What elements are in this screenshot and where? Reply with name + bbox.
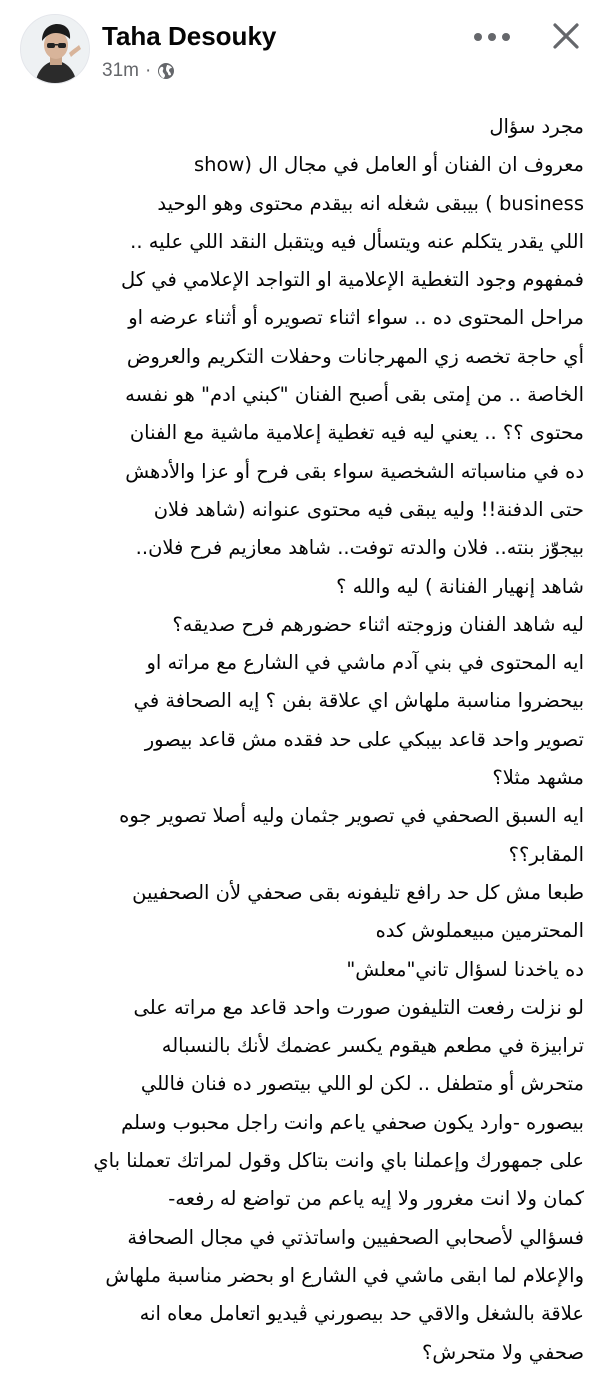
post-text-line: مجرد سؤال bbox=[489, 115, 584, 138]
post-text-line: شاهد إنهيار الفنانة ) ليه والله ؟ bbox=[336, 574, 584, 598]
post-text-line: على جمهورك وإعملنا باي وانت بتاكل وقول لمراتك تعملنا باي bbox=[93, 1149, 584, 1173]
post-text-line: ترابيزة في مطعم هيقوم يكسر عضمك لأنك بالنسباله bbox=[161, 1034, 584, 1058]
post-text-line: ايه السبق الصحفي في تصوير جثمان وليه أصلا تصوير جوه bbox=[119, 804, 584, 828]
post-text-line: المحترمين مبيعملوش كده bbox=[375, 919, 584, 943]
more-dots-icon bbox=[472, 32, 512, 42]
post-text-line: المقابر؟؟ bbox=[508, 842, 584, 866]
post-timestamp[interactable]: 31m bbox=[102, 60, 139, 81]
post-text-line: ده في مناسباته الشخصية سواء بقى فرح أو عزا والأدهش bbox=[125, 459, 584, 483]
post-text-line: بيجوّز بنته.. فلان والدته توفت.. شاهد معازيم فرح فلان.. bbox=[135, 536, 584, 560]
close-button[interactable] bbox=[544, 14, 588, 58]
post-text-line: تصوير واحد قاعد بيبكي على حد فقده مش قاعد بيصور bbox=[144, 727, 584, 751]
post-text-line: فمفهوم وجود التغطية الإعلامية او التواجد الإعلامي في كل bbox=[121, 268, 584, 292]
post-text-line: متحرش أو متطفل .. لكن لو اللي بيتصور ده فنان فاللي bbox=[140, 1072, 584, 1096]
more-options-button[interactable] bbox=[472, 28, 512, 46]
post-header bbox=[0, 0, 602, 108]
post-text-line: علاقة بالشغل والاقي حد بيصورني ڤيديو اتعامل معاه انه bbox=[139, 1302, 584, 1326]
post-meta bbox=[102, 60, 175, 82]
author-name[interactable]: Taha Desouky bbox=[102, 21, 277, 51]
post-text-line: والإعلام لما ابقى ماشي في الشارع او بحضر مناسبة ملهاش bbox=[105, 1263, 584, 1287]
post-text-line: الخاصة .. من إمتى بقى أصبح الفنان "كبني ادم" هو نفسه bbox=[125, 383, 584, 407]
post-text-line: حتى الدفنة!! وليه يبقى فيه محتوى عنوانه (شاهد فلان bbox=[153, 497, 584, 521]
post-text-line: ده ياخدنا لسؤال تاني"معلش" bbox=[346, 957, 584, 981]
post-text-line: فسؤالي لأصحابي الصحفيين واساتذتي في مجال الصحافة bbox=[127, 1225, 584, 1249]
post-text-line: لو نزلت رفعت التليفون صورت واحد قاعد مع مراته على bbox=[133, 995, 584, 1019]
meta-separator: · bbox=[144, 60, 152, 81]
post-text-line: مشهد مثلا؟ bbox=[492, 766, 584, 790]
post-text-line: بيحضروا مناسبة ملهاش اي علاقة بفن ؟ إيه الصحافة في bbox=[133, 689, 584, 713]
post-text-line: ايه المحتوى في بني آدم ماشي في الشارع مع مراته او bbox=[146, 651, 584, 675]
post-text-line: ليه شاهد الفنان وزوجته اثناء حضورهم فرح صديقه؟ bbox=[172, 612, 584, 636]
globe-icon[interactable] bbox=[157, 62, 175, 80]
post-text-line: صحفي ولا متحرش؟ bbox=[421, 1340, 584, 1364]
close-icon bbox=[552, 22, 580, 50]
profile-photo-icon bbox=[21, 15, 90, 84]
post-text-line: أي حاجة تخصه زي المهرجانات وحفلات التكريم والعروض bbox=[126, 344, 584, 368]
post-text-line: محتوى ؟؟ .. يعني ليه فيه تغطية إعلامية ماشية مع الفنان bbox=[129, 421, 584, 445]
post-text-line: معروف ان الفنان أو العامل في مجال ال (show bbox=[193, 153, 584, 177]
post-text-line: اللي يقدر يتكلم عنه ويتسأل فيه ويتقبل النقد اللي عليه .. bbox=[130, 229, 584, 253]
post-text-line: business ) بيبقى شغله انه بيقدم محتوى وهو الوحيد bbox=[157, 191, 584, 215]
post-text bbox=[18, 108, 584, 1372]
post-text-line: طبعا مش كل حد رافع تليفونه بقى صحفي لأن الصحفيين bbox=[132, 880, 584, 904]
post-text-line: مراحل المحتوى ده .. سواء اثناء تصويره أو أثناء عرضه او bbox=[128, 306, 584, 330]
post-text-line: كمان ولا انت مغرور ولا إيه ياعم من تواضع له رفعه- bbox=[168, 1187, 584, 1211]
post-text-line: بيصوره -وارد يكون صحفي ياعم وانت راجل محبوب وسلم bbox=[121, 1110, 584, 1134]
author-avatar[interactable] bbox=[20, 14, 90, 84]
